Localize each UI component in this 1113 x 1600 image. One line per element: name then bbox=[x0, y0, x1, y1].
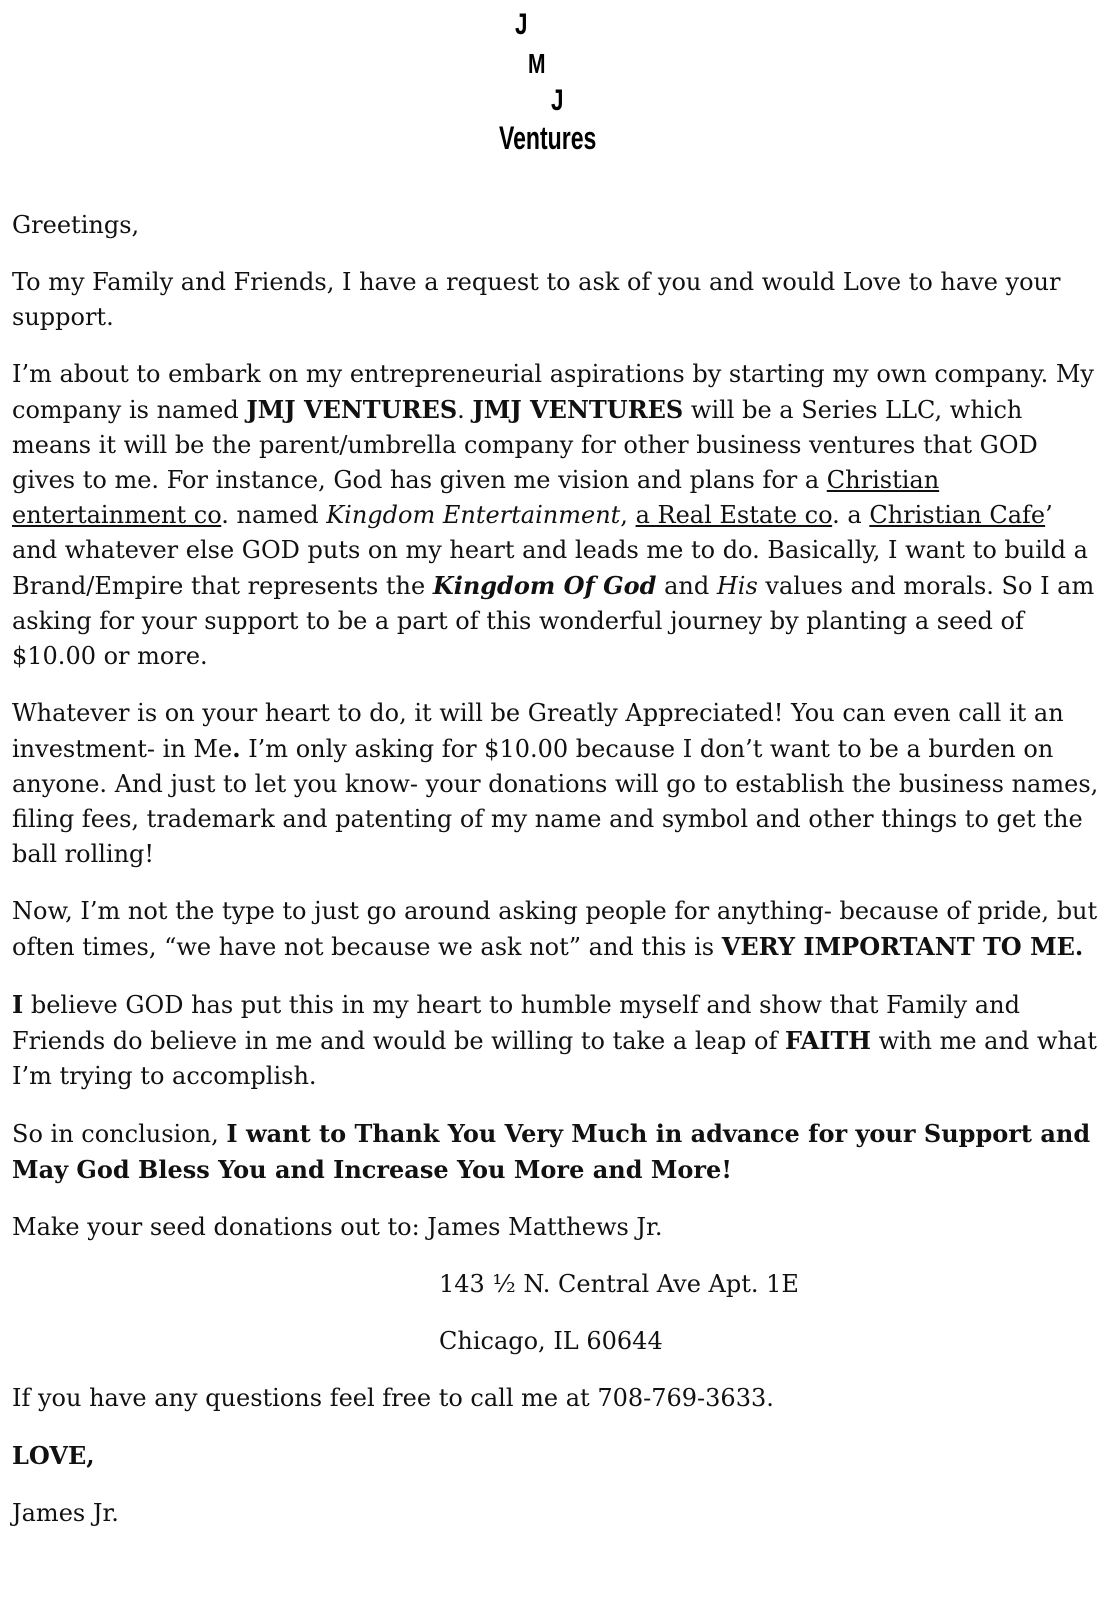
text-run: with me and what I’m trying to accomplish. bbox=[12, 1027, 1097, 1090]
paragraph-conclusion bbox=[12, 1116, 1102, 1188]
closing-love: LOVE, bbox=[12, 1441, 95, 1470]
address-line-2: Chicago, IL 60644 bbox=[439, 1327, 663, 1355]
closing bbox=[12, 1438, 1102, 1474]
paragraph-appreciation bbox=[12, 696, 1102, 872]
text-run: will be a Series LLC, which means it will be the parent/umbrella company for other business ventures that GOD gives to me. For instance, God has given me vision and plans for a bbox=[12, 396, 1038, 494]
text-run: So in conclusion, bbox=[12, 1120, 227, 1148]
text-run: I’m only asking for $10.00 because I don’t want to be a burden on anyone. And just to let you know- your donations will go to establish the business names, filing fees, trademark and patenting of my name and symbol and other things to get the ball rolling! bbox=[12, 735, 1099, 868]
logo-word-ventures: Ventures bbox=[499, 120, 597, 156]
greeting: Greetings, bbox=[12, 211, 140, 239]
text-run: , bbox=[620, 501, 636, 529]
text-run: . a bbox=[832, 501, 870, 529]
paragraph-pride bbox=[12, 894, 1102, 965]
italic-venture-name: Kingdom Entertainment bbox=[326, 501, 621, 529]
bold-period: . bbox=[232, 734, 241, 763]
company-name-bold: JMJ VENTURES bbox=[246, 395, 458, 424]
very-important-emphasis: VERY IMPORTANT TO ME. bbox=[721, 932, 1084, 961]
text-run: believe GOD has put this in my heart to humble myself and show that Family and Friends do believe in me and would be willing to take a leap of bbox=[12, 991, 1020, 1055]
italic-his: His bbox=[716, 572, 758, 600]
underlined-venture: Christian entertainment co bbox=[12, 466, 940, 529]
faith-emphasis: FAITH bbox=[784, 1026, 871, 1055]
underlined-venture: a Real Estate co bbox=[635, 501, 833, 529]
logo-letter-j-bottom: J bbox=[551, 84, 564, 117]
kingdom-of-god-emphasis: Kingdom Of God bbox=[432, 571, 657, 600]
bold-i: I bbox=[12, 990, 24, 1019]
text-run: . named bbox=[221, 501, 327, 529]
paragraph-donations-payee: Make your seed donations out to: James Matthews Jr. bbox=[12, 1213, 663, 1241]
text-run: values and morals. So I am asking for your support to be a part of this wonderful journey by planting a seed of $10.00 or more. bbox=[12, 572, 1095, 670]
logo-letter-j-top: J bbox=[515, 8, 528, 41]
logo-letter-m: M bbox=[528, 48, 546, 79]
letter-body bbox=[12, 208, 1102, 1553]
company-name-bold: JMJ VENTURES bbox=[472, 395, 684, 424]
thank-you-emphasis: I want to Thank You Very Much in advance for your Support and May God Bless You and Increase You More and More! bbox=[12, 1119, 1091, 1184]
text-run: . bbox=[457, 396, 473, 424]
underlined-venture: Christian Cafe bbox=[869, 501, 1046, 529]
paragraph-company bbox=[12, 357, 1102, 674]
signature: James Jr. bbox=[12, 1499, 119, 1527]
text-run: I’m about to embark on my entrepreneurial aspirations by starting my own company. My company is named bbox=[12, 360, 1094, 424]
jmj-ventures-logo bbox=[0, 6, 1113, 156]
paragraph-request: To my Family and Friends, I have a request to ask of you and would Love to have your support. bbox=[12, 268, 1061, 331]
text-run: Now, I’m not the type to just go around asking people for anything- because of pride, but often times, “we have not because we ask not” and this is bbox=[12, 897, 1098, 961]
text-run: Whatever is on your heart to do, it will be Greatly Appreciated! You can even call it an investment- in Me bbox=[12, 699, 1064, 763]
paragraph-contact: If you have any questions feel free to call me at 708-769-3633. bbox=[12, 1384, 774, 1412]
text-run: ’ and whatever else GOD puts on my heart and leads me to do. Basically, I want to build a Brand/Empire that represents the bbox=[12, 501, 1088, 600]
address-line-1: 143 ½ N. Central Ave Apt. 1E bbox=[439, 1270, 799, 1298]
text-run: and bbox=[656, 572, 717, 600]
paragraph-faith bbox=[12, 987, 1102, 1094]
